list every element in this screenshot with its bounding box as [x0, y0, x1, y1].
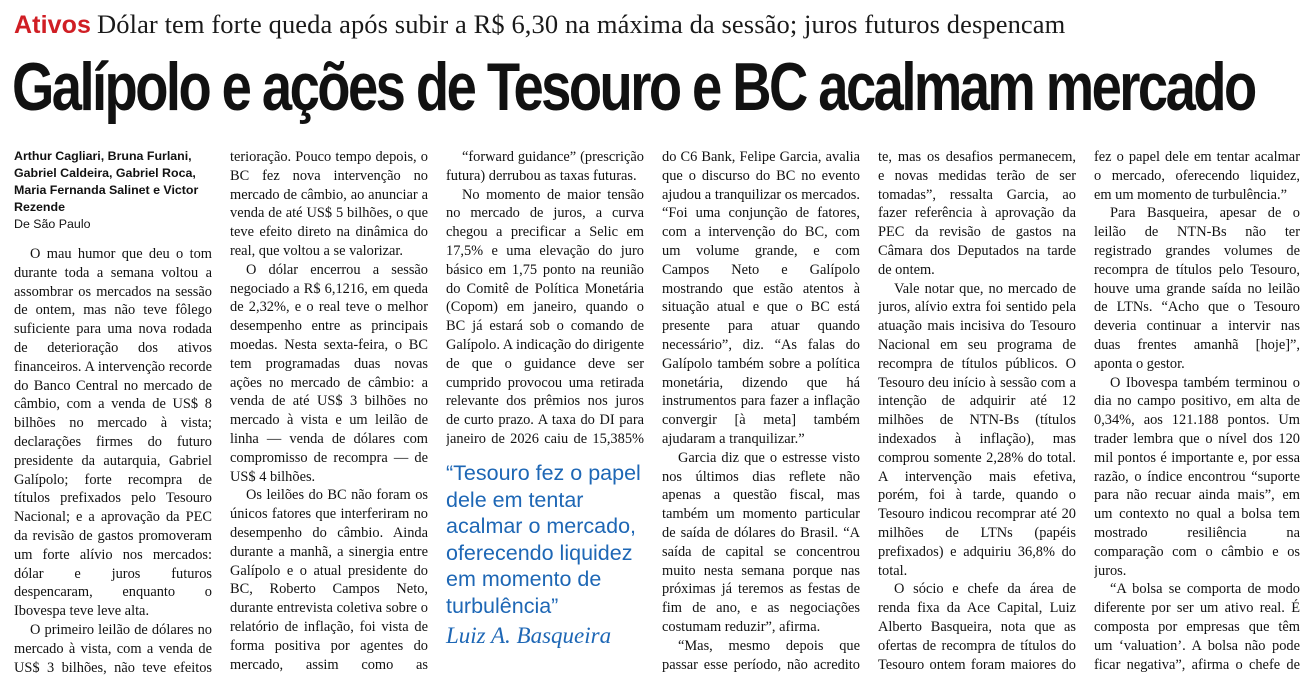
paragraph: “Mas, mesmo depois que passar esse período, não acredito [662, 637, 860, 673]
paragraph: fez o papel dele em tentar acalmar o mercado, oferecendo liquidez, em um momento de turbulência.” [1094, 149, 1300, 203]
column-4 [662, 148, 860, 676]
paragraph: te, mas os desafios permanecem, e novas medidas terão de ser tomadas”, ressalta Garcia, ao fazer referência à aprovação da PEC da revisão de gastos na Câmara dos Deputados na tarde de ontem. [878, 149, 1076, 278]
paragraph: O sócio e chefe da área de renda fixa da Ace Capital, Luiz Alberto Basqueira, nota que as ofertas de recompra de títulos do Tesouro ontem foram maiores do [878, 581, 1076, 673]
paragraph: O primeiro leilão de dólares no mercado à vista, com a venda de US$ 3 bilhões, não teve efeitos [14, 621, 212, 676]
column-2 [230, 148, 428, 676]
subtitle: Dólar tem forte queda após subir a R$ 6,30 na máxima da sessão; juros futuros despencam [97, 9, 1066, 39]
paragraph: Os leilões do BC não foram os únicos fatores que interferiram no desempenho do câmbio. Ainda durante a manhã, a sinergia entre Galípolo e o atual presidente do BC, Roberto Campos Neto, durante entrevista coletiva sobre o relatório de inflação, foi vista de forma positiva por agentes do mercado, assim como as [230, 487, 428, 673]
paragraph: Para Basqueira, apesar de o leilão de NTN-Bs não ter registrado grandes volumes de recompra de títulos pelo Tesouro, houve uma grande saída no leilão de LTNs. “Acho que o Tesouro deveria continuar a intervir nas duas frentes amanhã [hoje]”, aponta o gestor. [1094, 205, 1300, 372]
pull-quote-text: “Tesouro fez o papel dele em tentar acalmar o mercado, oferecendo liquidez em momento de turbulência” [446, 461, 641, 618]
section-kicker: Ativos [14, 11, 92, 39]
column-3 [446, 148, 644, 448]
column-5 [878, 148, 1076, 676]
paragraph: Garcia diz que o estresse visto nos últimos dias reflete não apenas a questão fiscal, mas também um momento particular de saída de dólares do Brasil. “A saída de capital se concentrou muito nesta semana porque nas próximas já teremos as festas de fim de ano, e as negociações costumam reduzir”, afirma. [662, 449, 860, 635]
pull-quote [446, 460, 646, 651]
paragraph: Vale notar que, no mercado de juros, alívio extra foi sentido pela atuação mais incisiva do Tesouro Nacional em seu programa de recompra de títulos públicos. O Tesouro deu início à sessão com a intenção de adquirir até 12 milhões de NTN-Bs (títulos indexados à inflação), mas comprou somente 2,28% do total. A intervenção mais efetiva, porém, foi à tarde, quando o Tesouro indicou recomprar até 20 milhões de LTNs (papéis prefixados) e adquiriu 36,8% do total. [878, 280, 1076, 579]
byline: Arthur Cagliari, Bruna Furlani, Gabriel Caldeira, Gabriel Roca, Maria Fernanda Salinet e Victor Rezende [14, 149, 199, 214]
pull-quote-author: Luiz A. Basqueira [446, 623, 612, 648]
column-1 [14, 148, 212, 676]
paragraph: “A bolsa se comporta de modo diferente por ser um ativo real. É composta por empresas que têm um ‘valuation’. A bolsa não pode ficar negativa”, afirma o chefe de [1094, 581, 1300, 673]
subtitle-line [14, 8, 1304, 41]
paragraph: do C6 Bank, Felipe Garcia, avalia que o discurso do BC no evento ajudou a tranquilizar os mercados. “Foi uma conjunção de fatores, com a intervenção do BC, com um volume grande, e com Campos Neto e Galípolo mostrando que estão atentos à situação atual e que o BC está presente para atuar quando necessário”, diz. “As falas do Galípolo também sobre a política monetária, dizendo que há instrumentos para fazer a inflação convergir [à meta] também ajudaram a tranquilizar.” [662, 149, 860, 447]
paragraph: “forward guidance” (prescrição futura) derrubou as taxas futuras. [446, 149, 644, 184]
headline: Galípolo e ações de Tesouro e BC acalmam mercado [12, 49, 1255, 125]
paragraph: O Ibovespa também terminou o dia no campo positivo, em alta de 0,34%, aos 121.188 pontos. Um trader lembra que o nível dos 120 mil pontos é importante e, por essa razão, o índice encontrou “suporte para não recuar ainda mais”, em um contexto no qual a bolsa tem mostrado resiliência na comparação com o câmbio e os juros. [1094, 374, 1300, 579]
byline-source: De São Paulo [14, 217, 91, 231]
column-6 [1094, 148, 1300, 676]
paragraph: O mau humor que deu o tom durante toda a semana voltou a assombrar os mercados na sessão de ontem, mas não teve fôlego suficiente para uma nova rodada de deterioração dos ativos financeiros. A intervenção recorde do Banco Central no mercado de câmbio, com a venda de US$ 8 bilhões no mercado à vista; declarações firmes do futuro presidente da autarquia, Gabriel Galípolo; forte recompra de títulos prefixados pelo Tesouro Nacional; e a aprovação da PEC da revisão de gastos promoveram um forte alívio nos mercados: dólar e juros futuros despencaram, enquanto o Ibovespa teve leve alta. [14, 246, 212, 620]
paragraph: O dólar encerrou a sessão negociado a R$ 6,1216, em queda de 2,32%, e o real teve o melhor desempenho entre as principais moedas. Nesta sexta-feira, o BC tem programadas duas novas ações no mercado de câmbio: a venda de até US$ 3 bilhões no mercado à vista e um leilão de linha — venda de dólares com compromisso de recompra — de US$ 4 bilhões. [230, 261, 428, 485]
paragraph: terioração. Pouco tempo depois, o BC fez nova intervenção no mercado de câmbio, ao anunciar a venda de até US$ 5 bilhões, o que teve efeito direto na dinâmica do real, que voltou a se valorizar. [230, 149, 428, 259]
paragraph: No momento de maior tensão no mercado de juros, a curva chegou a precificar a Selic em 17,5% e uma elevação do juro básico em 1,75 ponto na reunião do Comitê de Política Monetária (Copom) em janeiro, quando o BC já estará sob o comando de Galípolo. A indicação do dirigente de que o guidance deve ser cumprido provocou uma retirada relevante dos prêmios nos juros de curto prazo. A taxa do DI para janeiro de 2026 caiu de 15,385% [446, 186, 644, 447]
